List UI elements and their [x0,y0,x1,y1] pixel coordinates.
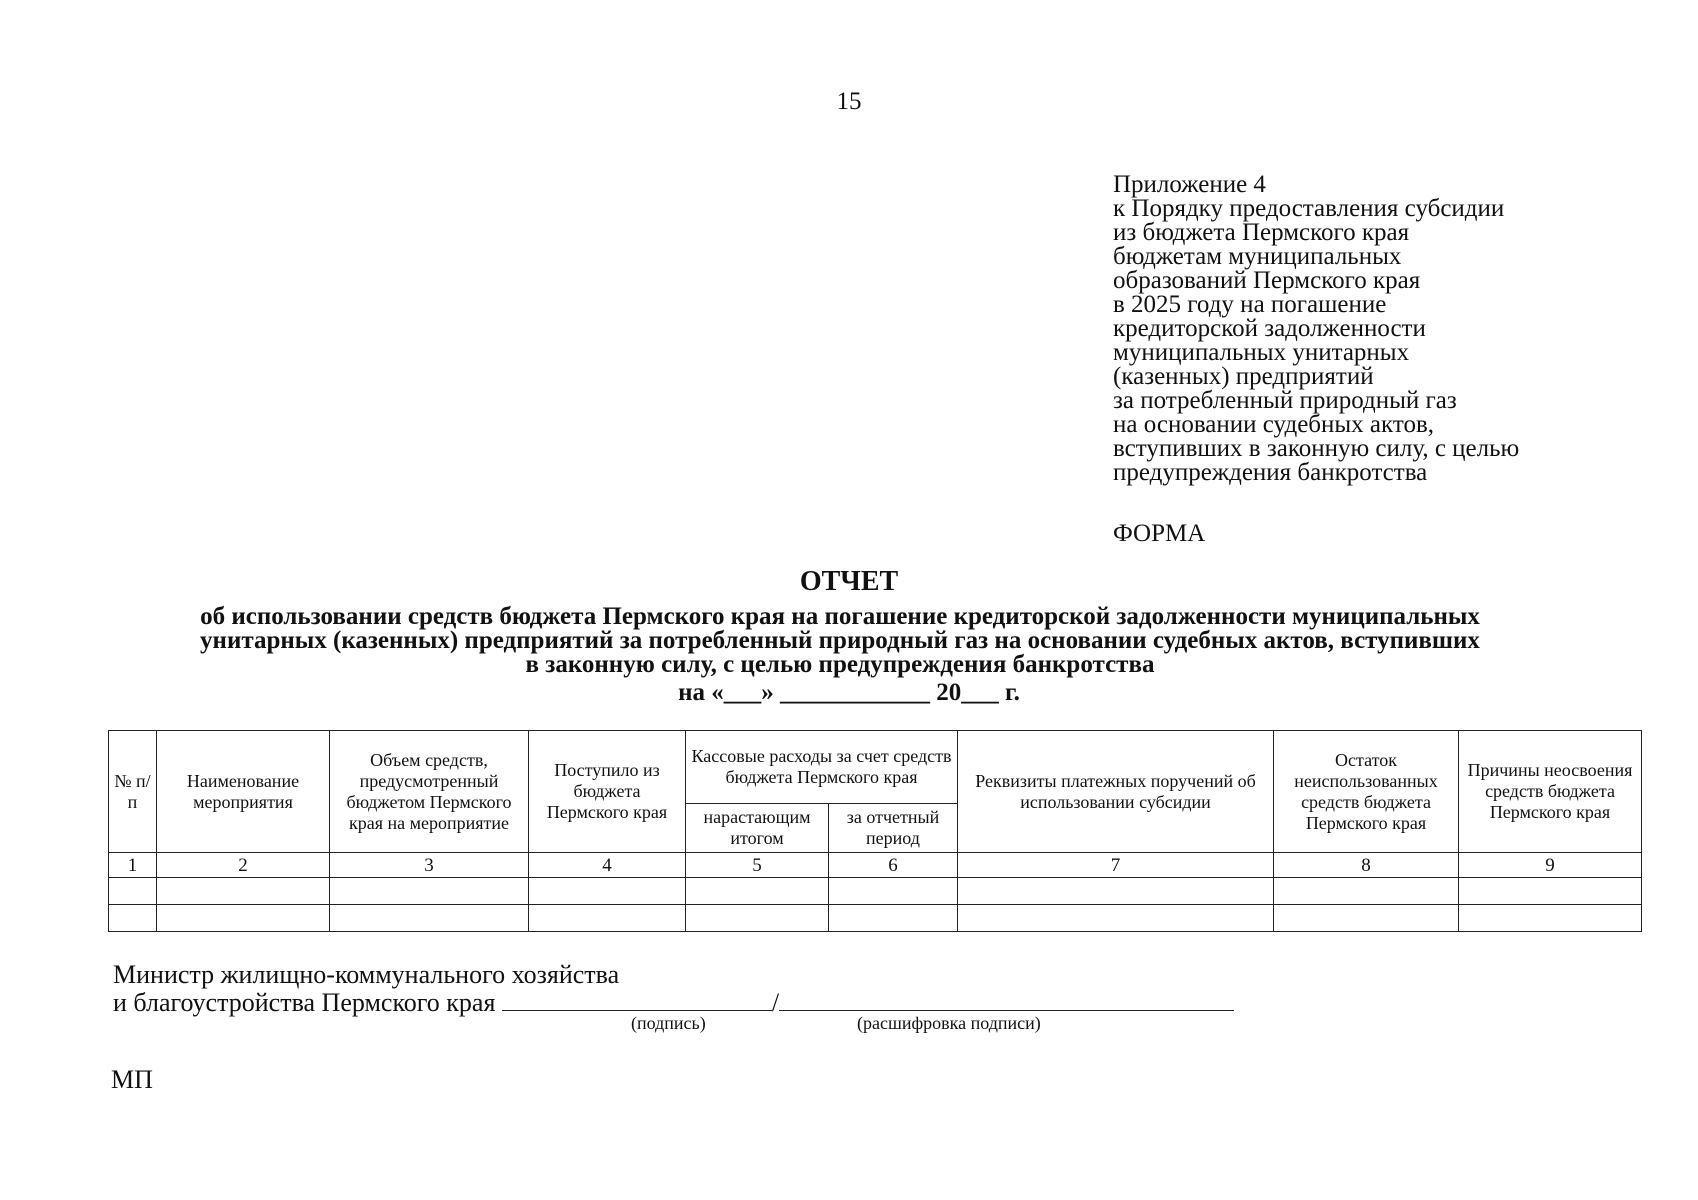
table-cell[interactable] [686,878,829,905]
table-cell[interactable] [529,905,686,932]
column-number: 2 [157,853,330,878]
table-cell[interactable] [529,878,686,905]
table-cell[interactable] [1274,878,1459,905]
appendix-note [1113,173,1633,485]
column-number: 7 [958,853,1274,878]
header-number: № п/п [109,731,157,853]
header-unused-balance: Остаток неиспользованных средств бюджета Пермского края [1274,731,1459,853]
appendix-line: на основании судебных актов, [1113,411,1434,438]
report-subtitle-line: в законную силу, с целью предупреждения банкротства [525,651,1155,678]
column-number: 6 [829,853,958,878]
column-number: 9 [1459,853,1642,878]
appendix-line: муниципальных унитарных [1113,339,1410,366]
header-received: Поступило из бюджета Пермского края [529,731,686,853]
signature-block [113,962,1234,1016]
report-subtitle-line: унитарных (казенных) предприятий за потребленный природный газ на основании судебных актов, вступивших [200,627,1480,654]
appendix-line: (казенных) предприятий [1113,363,1374,390]
signature-row [113,988,1234,1016]
header-event-name: Наименование мероприятия [157,731,330,853]
appendix-line: образований Пермского края [1113,267,1421,294]
table-cell[interactable] [686,905,829,932]
signature-title-line: и благоустройства Пермского края [113,988,496,1017]
appendix-line: из бюджета Пермского края [1113,219,1410,246]
report-title: ОТЧЕТ [799,566,899,597]
signature-title-line: Министр жилищно-коммунального хозяйства [113,960,620,989]
appendix-line: бюджетам муниципальных [1113,243,1402,270]
table-cell[interactable] [1274,905,1459,932]
table-cell[interactable] [109,905,157,932]
report-date-line: на «___» ____________ 20___ г. [678,679,1020,706]
appendix-line: к Порядку предоставления субсидии [1113,195,1505,222]
stamp-label: МП [111,1065,153,1094]
header-reasons: Причины неосвоения средств бюджета Пермского края [1459,731,1642,853]
table-cell[interactable] [829,878,958,905]
appendix-line: в 2025 году на погашение [1113,291,1387,318]
appendix-line: кредиторской задолженности [1113,315,1426,342]
table-cell[interactable] [330,905,529,932]
table-cell[interactable] [330,878,529,905]
table-cell[interactable] [157,905,330,932]
table-row [109,878,1642,905]
column-number: 8 [1274,853,1459,878]
table-row [109,905,1642,932]
appendix-line: Приложение 4 [1113,171,1266,198]
appendix-line: предупреждения банкротства [1113,459,1428,486]
column-number: 5 [686,853,829,878]
header-cumulative: нарастающим итогом [686,804,829,853]
signature-decode-caption: (расшифровка подписи) [857,1013,1041,1033]
header-payment-details: Реквизиты платежных поручений об использовании субсидии [958,731,1274,853]
column-number: 1 [109,853,157,878]
column-number-row [109,853,1642,878]
column-number: 3 [330,853,529,878]
signature-field[interactable] [502,988,772,1011]
appendix-line: вступивших в законную силу, с целью [1113,435,1520,462]
page-number: 15 [836,88,862,115]
appendix-line: за потребленный природный газ [1113,387,1457,414]
table-cell[interactable] [958,905,1274,932]
signature-decode-field[interactable] [779,988,1234,1011]
column-number: 4 [529,853,686,878]
form-label: ФОРМА [1113,520,1206,547]
header-budget-volume: Объем средств, предусмотренный бюджетом Пермского края на мероприятие [330,731,529,853]
table-cell[interactable] [157,878,330,905]
table-cell[interactable] [1459,878,1642,905]
header-cash-expenses: Кассовые расходы за счет средств бюджета Пермского края [686,731,958,804]
table-cell[interactable] [829,905,958,932]
header-reporting-period: за отчетный период [829,804,958,853]
table-cell[interactable] [109,878,157,905]
table-cell[interactable] [958,878,1274,905]
signature-separator: / [771,988,780,1017]
report-subtitle-line: об использовании средств бюджета Пермского края на погашение кредиторской задолженности муниципальных [200,603,1480,630]
report-subtitle [110,605,1570,677]
report-table [108,730,1642,932]
signature-caption: (подпись) [631,1013,706,1033]
table-cell[interactable] [1459,905,1642,932]
